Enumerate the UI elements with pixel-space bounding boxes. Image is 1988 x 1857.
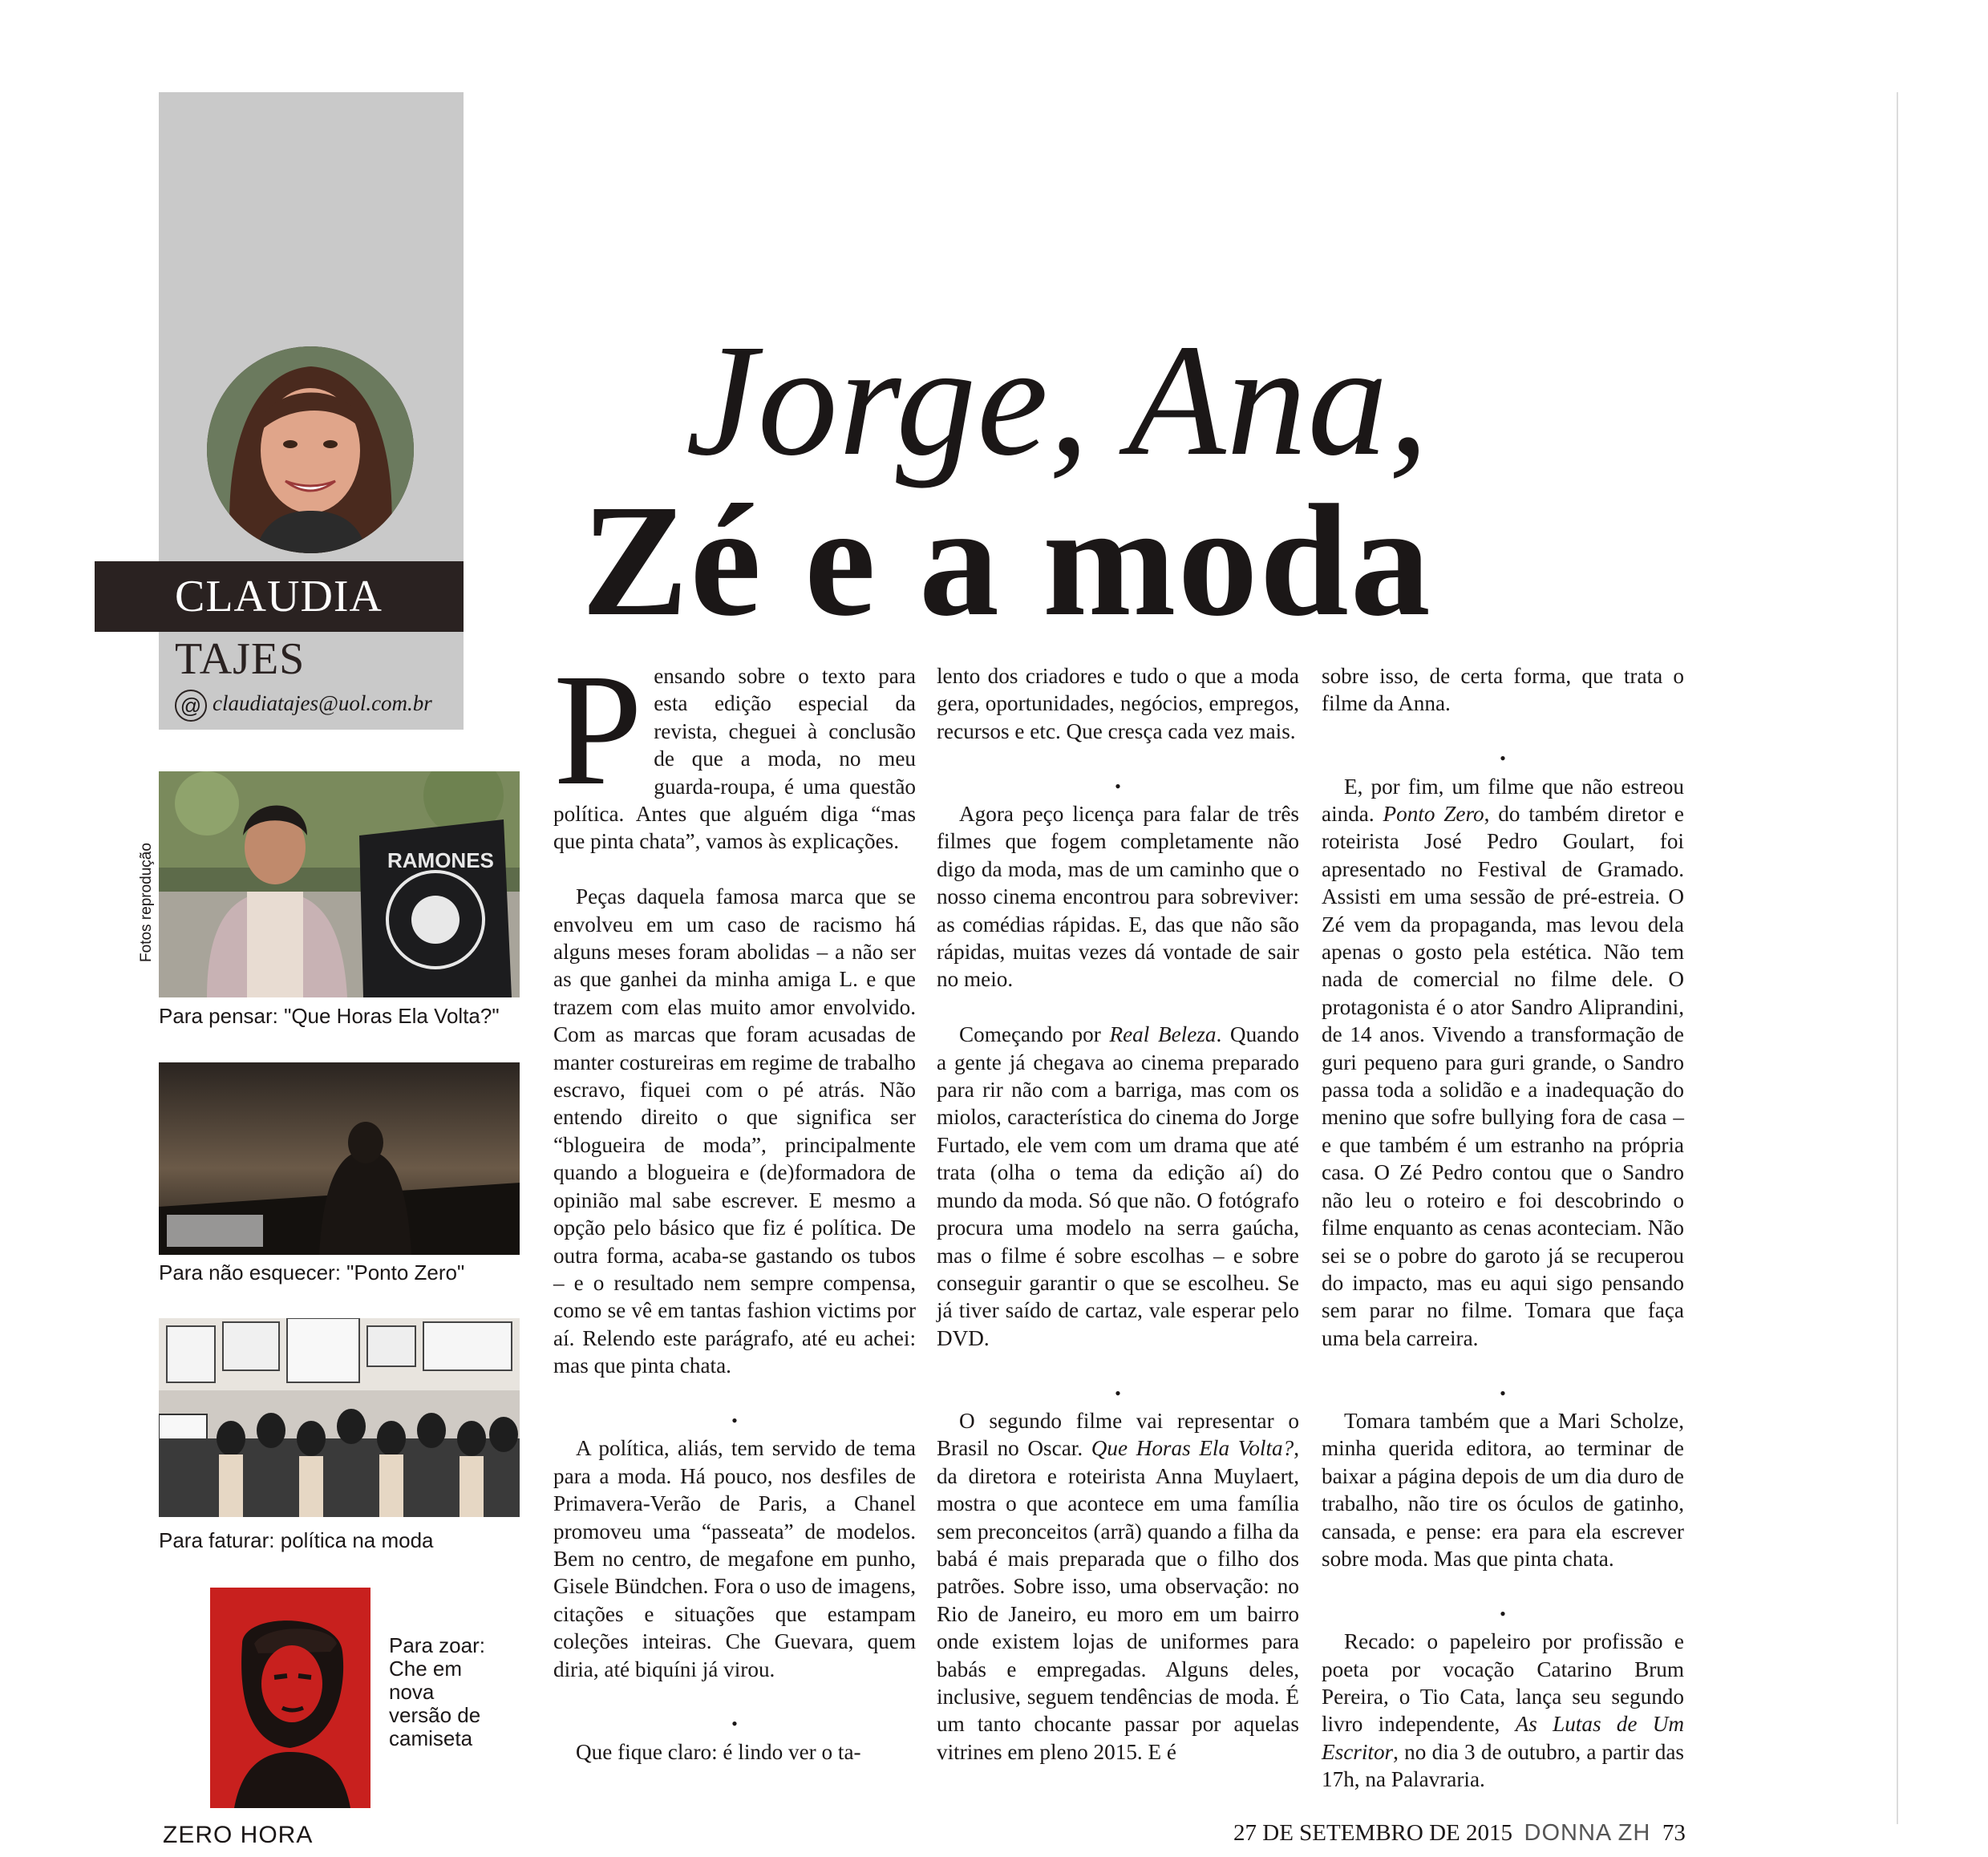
paragraph-text: ensando sobre o texto para esta edição especial da revista, cheguei à conclusão de que a moda, no meu guarda-roupa, é uma questão política. Antes que alguém diga “mas que pinta chata”, vamos às explicações.: [553, 664, 916, 854]
film-title-ponto-zero: Ponto Zero: [1383, 802, 1484, 827]
section-bullet: •: [1115, 1382, 1121, 1403]
paragraph-text: , da diretora e roteirista Anna Muylaert, mostra o que acontece em uma família sem preconceitos (arrã) quando a filha da babá é mais preparada que o filho dos patrões. Sobre isso, uma observação: no Rio de Janeiro, eu moro em um bairro onde existem lojas de uniformes para babás e empregadas. Alguns deles, inclusive, seguem tendências de moda. É um tanto chocante passar por aquelas vitrines em pleno 2015. E é: [937, 1436, 1300, 1764]
headline-line-1: Jorge, Ana,: [686, 312, 1430, 489]
section-bullet: •: [731, 1713, 738, 1734]
footer-date: 27 DE SETEMBRO DE 2015: [1233, 1820, 1512, 1846]
caption-line: camiseta: [389, 1726, 473, 1750]
paragraph: Que fique claro: é lindo ver o ta-: [576, 1739, 861, 1764]
paragraph-text: O segundo filme vai representar o Brasil no Oscar.: [937, 1408, 1299, 1461]
film-title-que-horas-ela-volta: Que Horas Ela Volta?: [1091, 1436, 1294, 1461]
footer-magazine: DONNA ZH: [1524, 1820, 1651, 1846]
paragraph: [1322, 1628, 1684, 1793]
section-bullet: •: [1500, 748, 1506, 769]
paragraph: [937, 1407, 1299, 1766]
article-column-3: [1322, 662, 1684, 1821]
paragraph: sobre isso, de certa forma, que trata o filme da Anna.: [1322, 664, 1684, 716]
section-bullet: •: [1500, 1382, 1506, 1403]
caption-line: Para zoar:: [389, 1633, 485, 1657]
photo-credit-text: Fotos reprodução: [138, 843, 155, 962]
author-portrait: [207, 346, 414, 553]
paragraph: A política, aliás, tem servido de tema para a moda. Há pouco, nos desfiles de Primavera-Verão de Paris, a Chanel promoveu uma “passeata” de modelos. Bem no centro, de megafone em punho, Gisele Bündchen. Fora o uso de imagens, citações e situações que estampam coleções inteiras. Che Guevara, quem diria, até biquíni já virou.: [553, 1436, 916, 1681]
paragraph: Agora peço licença para falar de três filmes que fogem completamente não digo da moda, mas de um caminho que o nosso cinema encontrou para sobreviver: as comédias rápidas. E, das que não são rápidas, muitas vezes dá vontade de sair no meio.: [937, 802, 1299, 992]
photo-che-camiseta: [210, 1588, 370, 1808]
caption-line: Che em: [389, 1657, 463, 1681]
paragraph-text: Começando por: [959, 1022, 1110, 1047]
section-bullet: •: [731, 1410, 738, 1430]
paragraph: [937, 1021, 1299, 1352]
paragraph-text: E, por fim, um filme que não estreou ainda.: [1322, 774, 1684, 827]
author-last-name: TAJES: [175, 634, 306, 684]
article-column-2: [937, 662, 1299, 1794]
photo-que-horas-ela-volta: [159, 771, 520, 997]
drop-cap: P: [553, 641, 643, 819]
caption-line: versão de: [389, 1703, 481, 1727]
paragraph-text: , do também diretor e roteirista José Pedro Goulart, foi apresentado no Festival de Gramado. Assisti em uma sessão de pré-estreia. O Zé vem da propaganda, mas levou dela apenas o gosto pela estética. Não tem nada de comercial no filme dele. O protagonista é o ator Sandro Aliprandini, de 14 anos. Vivendo a transformação de guri pequeno para guri grande, o Sandro passa toda a solidão e a inadequação do menino que sofre bullying fora de casa – e que também é um estranho na própria casa. O Zé Pedro contou que o Sandro não leu o roteiro e foi descobrindo o filme enquanto as cenas aconteciam. Não sei se o pobre do garoto já se recuperou do impacto, mas eu aqui sigo pensando sem parar no filme. Tomara que faça uma bela carreira.: [1322, 802, 1684, 1350]
film-title-real-beleza: Real Beleza: [1109, 1022, 1217, 1047]
headline-line-2: Zé e a moda: [581, 472, 1432, 649]
section-bullet: •: [1115, 775, 1121, 796]
paragraph: Tomara também que a Mari Scholze, minha querida editora, ao terminar de baixar a página depois de um dia duro de trabalho, não tire os óculos de gatinho, cansada, e pense: era para ela escrever sobre moda. Mas que pinta chata.: [1322, 1408, 1684, 1571]
footer-folio: [1233, 1820, 1686, 1847]
footer-page-number: 73: [1662, 1820, 1686, 1846]
caption-para-zoar: [389, 1634, 485, 1750]
paragraph: Peças daquela famosa marca que se envolveu em um caso de racismo há alguns meses foram abolidas – a não ser as que ganhei da minha amiga L. e que trazem com elas muito amor envolvido. Com as marcas que foram acusadas de manter costureiras em regime de trabalho escravo, fiquei com o pé atrás. Não entendo direito o que significa ser “blogueira de moda”, principalmente quando a blogueira e (de)formadora de opinião mal sabe escrever. E mesmo a opção pelo básico que fiz é política. De outra forma, acaba-se gastando os tubos – e o resultado nem sempre compensa, como se vê em tantas fashion victims por aí. Relendo este parágrafo, até eu achei: mas que pinta chata.: [553, 884, 916, 1378]
paragraph: [553, 641, 916, 856]
caption-para-faturar: Para faturar: política na moda: [159, 1528, 434, 1552]
caption-line: nova: [389, 1680, 435, 1704]
paragraph-text: . Quando a gente já chegava ao cinema preparado para rir não com a barriga, mas com os miolos, característica do cinema do Jorge Furtado, ele vem com um drama que até trata (olha o tema da edição aí) do mundo da moda. Só que não. O fotógrafo procura uma modelo na serra gaúcha, mas o filme é sobre escolhas – e sobre conseguir garantir o que se escolheu. Se já tiver saído de cartaz, vale esperar pelo DVD.: [937, 1022, 1300, 1350]
paragraph: [1322, 773, 1684, 1353]
photo-ponto-zero: [159, 1062, 520, 1255]
paragraph-text: , no dia 3 de outubro, a partir das 17h, na Palavraria.: [1322, 1739, 1684, 1792]
author-first-name: CLAUDIA: [175, 572, 383, 621]
tshirt-ramones-text: RAMONES: [387, 848, 494, 872]
page-edge-rule: [1897, 92, 1898, 1824]
photo-chanel-passeata: [159, 1318, 520, 1517]
caption-para-pensar: Para pensar: "Que Horas Ela Volta?": [159, 1004, 500, 1028]
paragraph: lento dos criadores e tudo o que a moda gera, oportunidades, negócios, empregos, recursos e etc. Que cresça cada vez mais.: [937, 664, 1299, 743]
article-column-1: [553, 641, 916, 1794]
photo-credit: [138, 770, 160, 962]
caption-para-nao-esquecer: Para não esquecer: "Ponto Zero": [159, 1260, 465, 1285]
section-bullet: •: [1500, 1603, 1506, 1624]
at-sign-icon: @: [175, 690, 207, 722]
book-title: As Lutas de Um Escritor: [1322, 1712, 1684, 1764]
author-email: claudiatajes@uol.com.br: [213, 691, 432, 715]
paragraph-text: Recado: o papeleiro por profissão e poeta por vocação Catarino Brum Pereira, o Tio Cata, lança seu segundo livro independente,: [1322, 1629, 1684, 1737]
footer-newspaper-name: ZERO HORA: [163, 1822, 314, 1848]
